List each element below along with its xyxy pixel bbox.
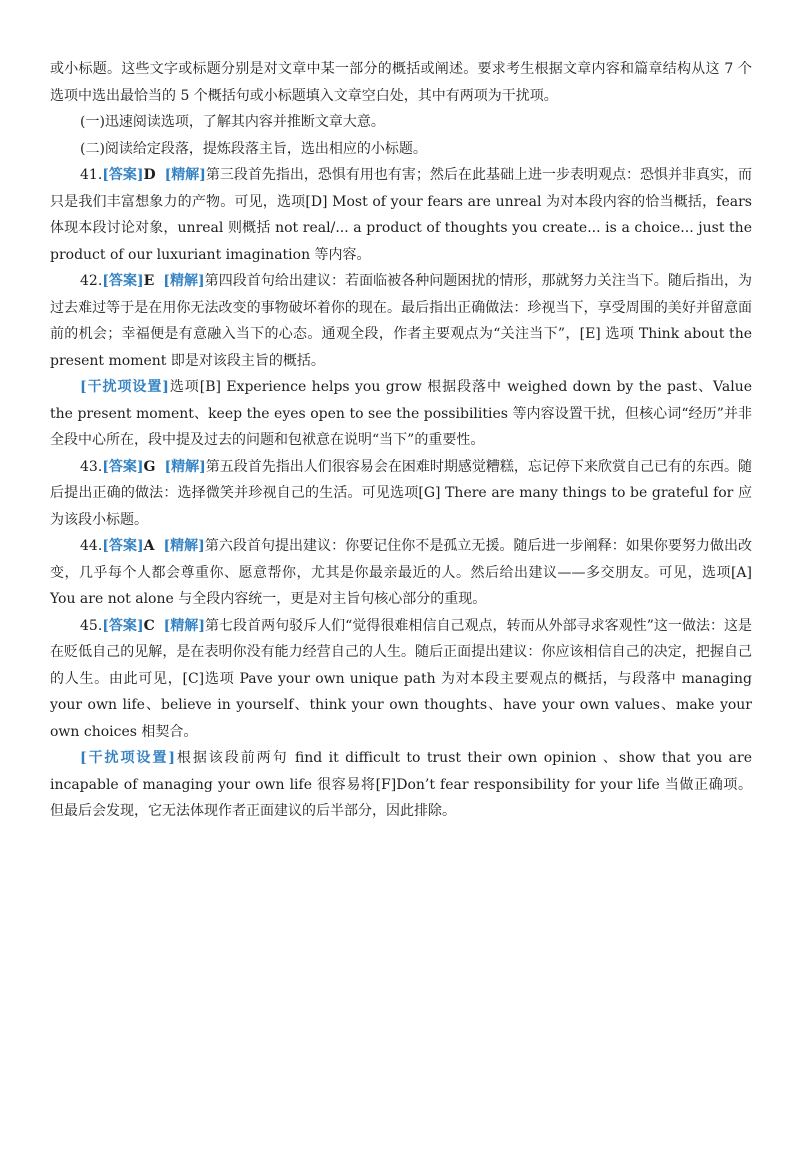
step-two: (二)阅读给定段落，提炼段落主旨，选出相应的小标题。 [80,140,427,157]
distractor-label: [干扰项设置] [80,379,169,395]
answer-key: E [143,273,155,289]
item-number: 44. [80,538,103,554]
analysis-label: [精解] [164,167,206,183]
analysis-text: 第三段首先指出，恐惧有用也有害；然后在此基础上进一步表明观点：恐惧并非真实，而只是我们丰富想象力的产物。可见，选项[D] Most of your fears are unreal 为对本段内容的恰当概括，fears 体现本段讨论对象，unreal 则概括 not real/... a product of thoughts you create... is a choice... just the product of our luxuriant imagination 等内容。 [50,167,753,263]
distractor-text: 根据该段前两句 find it difficult to trust their own opinion 、show that you are incapable of managing your own life 很容易将[F]Don’t fear responsibility for your life 当做正确项。但最后会发现，它无法体现作者正面建议的后半部分，因此排除。 [50,750,752,819]
analysis-label: [精解] [163,273,205,289]
intro-paragraph: 或小标题。这些文字或标题分别是对文章中某一部分的概括或阐述。要求考生根据文章内容和篇章结构从这 7 个选项中选出最恰当的 5 个概括句或小标题填入文章空白处，其中有两项为干扰项。 [50,61,752,104]
item-number: 43. [80,458,103,475]
analysis-label: [精解] [163,538,205,554]
analysis-label: [精解] [164,458,206,475]
answer-label: [答案] [102,538,144,554]
analysis-text: 第七段首两句驳斥人们“觉得很难相信自己观点，转而从外部寻求客观性”这一做法：这是在贬低自己的见解，是在表明你没有能力经营自己的人生。随后正面提出建议：你应该相信自己的决定，把握自己的人生。由此可见，[C]选项 Pave your own unique path 为对本段主要观点的概括，与段落中 managing your own life、believe in yourself、think your own thoughts、have your own values、make your own choices 相契合。 [50,617,753,740]
item-44 [50,533,752,613]
distractor-label: [干扰项设置] [80,750,175,766]
item-42 [50,268,752,374]
analysis-text: 第六段首句提出建议：你要记住你不是孤立无援。随后进一步阐释：如果你要努力做出改变，几乎每个人都会尊重你、愿意帮你，尤其是你最亲最近的人。然后给出建议——多交朋友。可见，选项[A] You are not alone 与全段内容统一，更是对主旨句核心部分的重现。 [50,538,753,607]
answer-key: G [143,458,156,475]
analysis-text: 第四段首句给出建议：若面临被各种问题困扰的情形，那就努力关注当下。随后指出，为过去难过等于是在用你无法改变的事物破坏着你的现在。最后指出正确做法：珍视当下，享受周围的美好并留意面前的机会；幸福便是有意融入当下的心态。通观全段，作者主要观点为“关注当下”，[E] 选项 Think about the present moment 即是对该段主旨的概括。 [50,273,753,369]
item-45 [50,613,752,746]
item-41 [50,162,752,268]
item-42-distractor [50,374,752,454]
answer-label: [答案] [102,458,144,475]
answer-label: [答案] [102,167,144,183]
answer-key: A [143,538,155,554]
step-one: (一)迅速阅读选项，了解其内容并推断文章大意。 [80,114,385,130]
item-number: 45. [80,617,103,634]
item-number: 42. [80,273,103,289]
distractor-text: 选项[B] Experience helps you grow 根据段落中 weighed down by the past、Value the present moment、keep the eyes open to see the possibilities 等内容设置干扰，但核心词“经历”并非全段中心所在，段中提及过去的问题和包袱意在说明“当下”的重要性。 [50,379,752,448]
answer-label: [答案] [102,617,144,634]
analysis-text: 第五段首先指出人们很容易会在困难时期感觉糟糕，忘记停下来欣赏自己已有的东西。随后提出正确的做法：选择微笑并珍视自己的生活。可见选项[G] There are many things to be grateful for 应为该段小标题。 [50,458,753,528]
analysis-label: [精解] [163,617,205,634]
answer-key: D [143,167,156,183]
answer-label: [答案] [102,273,144,289]
answer-key: C [143,617,155,634]
item-number: 41. [80,167,103,183]
item-43 [50,454,752,534]
item-45-distractor [50,745,752,825]
